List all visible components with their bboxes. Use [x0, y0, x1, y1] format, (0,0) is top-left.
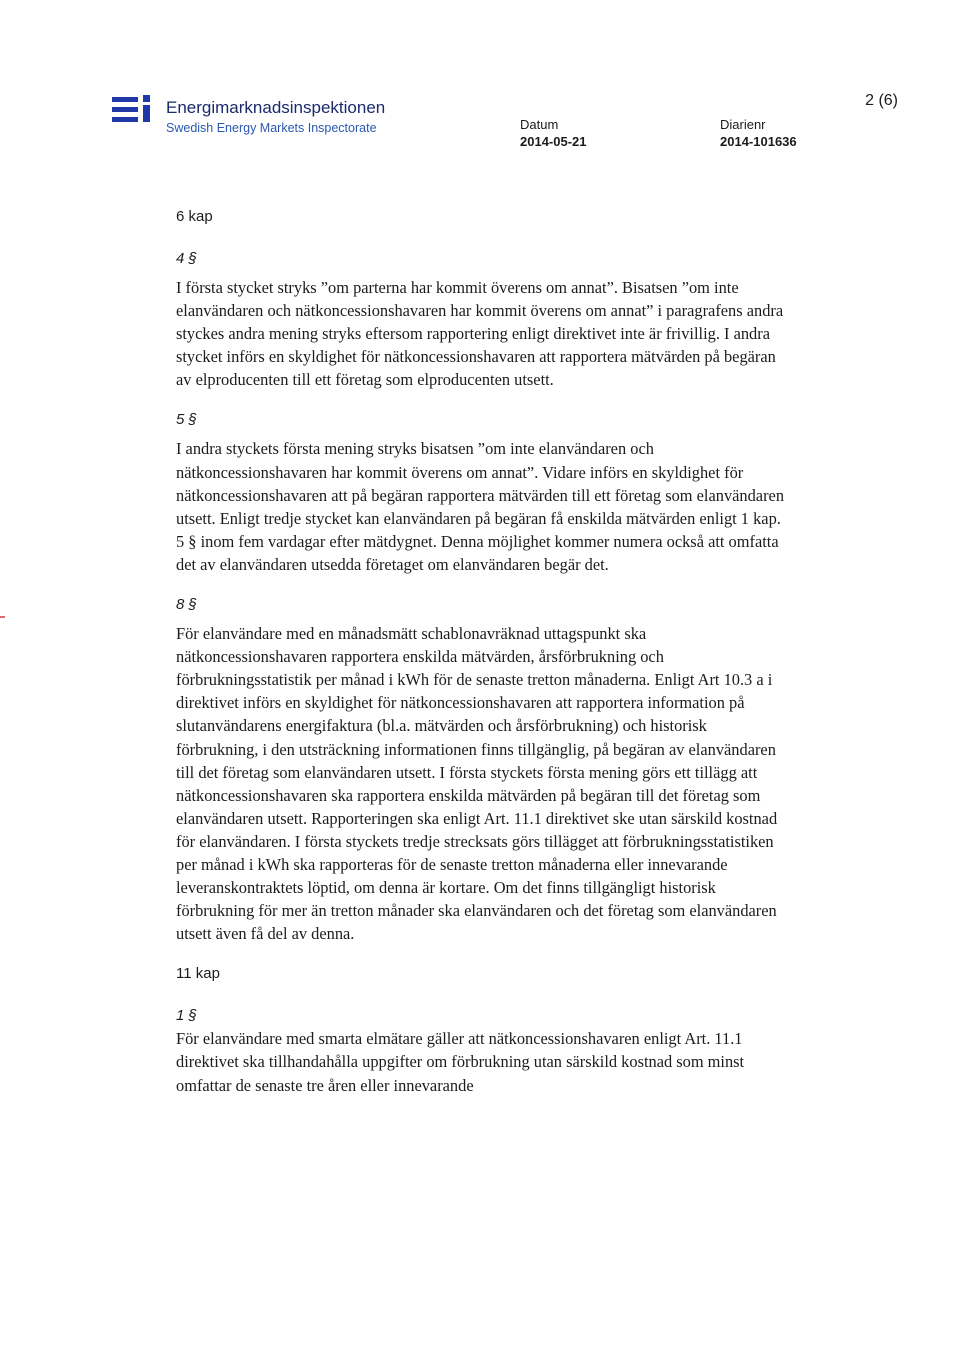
page-number: 2 (6): [865, 92, 898, 109]
chapter-heading-11: 11 kap: [176, 965, 220, 983]
section-heading-5: 5 §: [176, 411, 197, 429]
date-label: Datum: [520, 117, 559, 132]
section-1-paragraph: För elanvändare med smarta elmätare gäller att nätkoncessionshavaren enligt Art. 11.1 direktivet ska tillhandahålla uppgifter om förbrukning utan särskild kostnad som minst omfattar de senaste tre åren eller innevarande: [176, 1029, 745, 1095]
date-value: 2014-05-21: [520, 134, 587, 149]
section-heading-8: 8 §: [176, 596, 197, 614]
section-8-paragraph: För elanvändare med en månadsmätt schablonavräknad uttagspunkt ska nätkoncessionshavaren rapportera enskilda mätvärden, årsförbrukning och förbrukningsstatistik per månad i kWh för de senaste tretton månaderna. Enligt Art 10.3 a i direktivet införs en skyldighet för nätkoncessionshavaren att rapportera information på slutanvändarens energifaktura (bl.a. mätvärden och årsförbrukning) och historisk förbrukning, i den utsträckning informationen finns tillgänglig, på begäran av elanvändaren till det företag som elanvändaren utsett. I första styckets första mening görs ett tillägg att nätkoncessionshavaren ska rapportera enskilda mätvärden på begäran till det företag som elanvändaren utsett. Rapporteringen ska enligt Art. 11.1 direktivet ske utan särskild kostnad för elanvändaren. I första styckets tredje strecksats görs tillägget att förbrukningsstatistiken per månad i kWh ska rapporteras för de senaste tretton månaderna eller innevarande leveranskontraktets löptid, om denna är kortare. Om det finns tillgängligt historisk förbrukning för mer än tretton månader ska elanvändaren och det företag som elanvändaren utsett även få del av denna.: [176, 624, 778, 944]
section-5-paragraph: I andra styckets första mening stryks bisatsen ”om inte elanvändaren och nätkoncessionshavaren har kommit överens om annat”. Vidare införs en skyldighet för nätkoncessionshavaren att på begäran rapportera mätvärden till ett företag som elanvändaren utsett. Enligt tredje stycket kan elanvändaren på begäran få enskilda mätvärden enligt 1 kap. 5 § inom fem vardagar efter mätdygnet. Denna möjlighet kommer numera också att omfatta det av elanvändaren utsedda företaget om elanvändaren begär det.: [176, 439, 785, 574]
document-body: [176, 206, 786, 1097]
organization-name: Energimarknadsinspektionen: [166, 98, 386, 117]
margin-mark: [0, 616, 5, 618]
chapter-heading-6: 6 kap: [176, 208, 213, 225]
section-4-paragraph: I första stycket stryks ”om parterna har kommit överens om annat”. Bisatsen ”om inte elanvändaren och nätkoncessionshavaren har kommit överens om annat” i paragrafens andra styckes andra mening stryks eftersom rapportering enligt direktivet inte är frivillig. I andra stycket införs en skyldighet för nätkoncessionshavaren att rapportera mätvärden på begäran av elproducenten till ett företag som elproducenten utsett.: [176, 278, 784, 390]
reference-label: Diarienr: [720, 117, 766, 132]
page-header: [0, 0, 960, 170]
ei-logo-icon: [112, 95, 156, 131]
organization-subtitle: Swedish Energy Markets Inspectorate: [166, 121, 377, 135]
reference-value: 2014-101636: [720, 134, 797, 149]
section-heading-4: 4 §: [176, 250, 197, 267]
section-heading-1: 1 §: [176, 1007, 197, 1025]
